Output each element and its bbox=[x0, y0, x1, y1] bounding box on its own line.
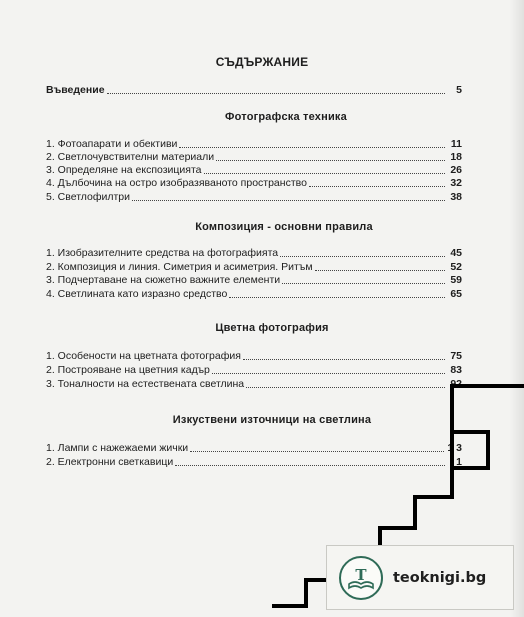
toc-entry-page: 92 bbox=[450, 378, 462, 390]
toc-entry-label: 2. Построяване на цветния кадър bbox=[46, 364, 210, 376]
toc-entry-label: 4. Дълбочина на остро изобразяваното пространство bbox=[46, 177, 307, 189]
toc-entry-page: 83 bbox=[450, 364, 462, 376]
section-heading: Фотографска техника bbox=[225, 111, 347, 123]
section-heading: Композиция - основни правила bbox=[195, 221, 373, 233]
toc-entry-label: 1. Изобразителните средства на фотографията bbox=[46, 247, 279, 259]
toc-entry-page: 59 bbox=[450, 274, 462, 286]
toc-entry-label: 3. Тоналности на естествената светлина bbox=[46, 378, 245, 390]
toc-entry-page: 26 bbox=[450, 164, 462, 176]
page-title: СЪДЪРЖАНИЕ bbox=[215, 55, 309, 69]
logo-letter: Т bbox=[355, 565, 367, 584]
toc-entry-page: 1 3 bbox=[447, 442, 462, 454]
toc-entry-label: 5. Светлофилтри bbox=[46, 191, 131, 203]
toc-entry-page: 1 bbox=[456, 456, 462, 468]
toc-entry-page: 45 bbox=[450, 247, 462, 259]
toc-entry-page: 5 bbox=[456, 84, 462, 96]
toc-entry-label: 4. Светлината като изразно средство bbox=[46, 288, 228, 300]
toc-entry-page: 52 bbox=[450, 261, 462, 273]
toc-entry-page: 65 bbox=[450, 288, 462, 300]
logo-icon bbox=[339, 556, 383, 600]
toc-entry-label: 3. Подчертаване на сюжетно важните елементи bbox=[46, 274, 281, 286]
open-book-icon bbox=[345, 562, 377, 594]
toc-entry-label: 1. Фотоапарати и обективи bbox=[46, 138, 178, 150]
toc-entry-label: 1. Лампи с нажежаеми жички bbox=[46, 442, 189, 454]
toc-entry-label: Въведение bbox=[46, 84, 105, 96]
toc-entry-label: 1. Особености на цветната фотография bbox=[46, 350, 241, 362]
toc-entry-page: 38 bbox=[450, 191, 462, 203]
toc-entry-label: 2. Електронни светкавици bbox=[46, 456, 174, 468]
watermark-badge bbox=[326, 545, 514, 610]
toc-entry-label: 2. Светлочувствителни материали bbox=[46, 151, 215, 163]
toc-entry-label: 3. Определяне на експозицията bbox=[46, 164, 202, 176]
toc-entry-page: 75 bbox=[450, 350, 462, 362]
toc-entry-page: 18 bbox=[450, 151, 462, 163]
toc-entry-page: 11 bbox=[450, 138, 462, 150]
section-heading: Цветна фотография bbox=[215, 322, 329, 334]
toc-entry-page: 32 bbox=[450, 177, 462, 189]
section-heading: Изкуствени източници на светлина bbox=[172, 414, 372, 426]
toc-entry-label: 2. Композиция и линия. Симетрия и асиметрия. Ритъм bbox=[46, 261, 313, 273]
site-name: teoknigi.bg bbox=[393, 569, 487, 586]
